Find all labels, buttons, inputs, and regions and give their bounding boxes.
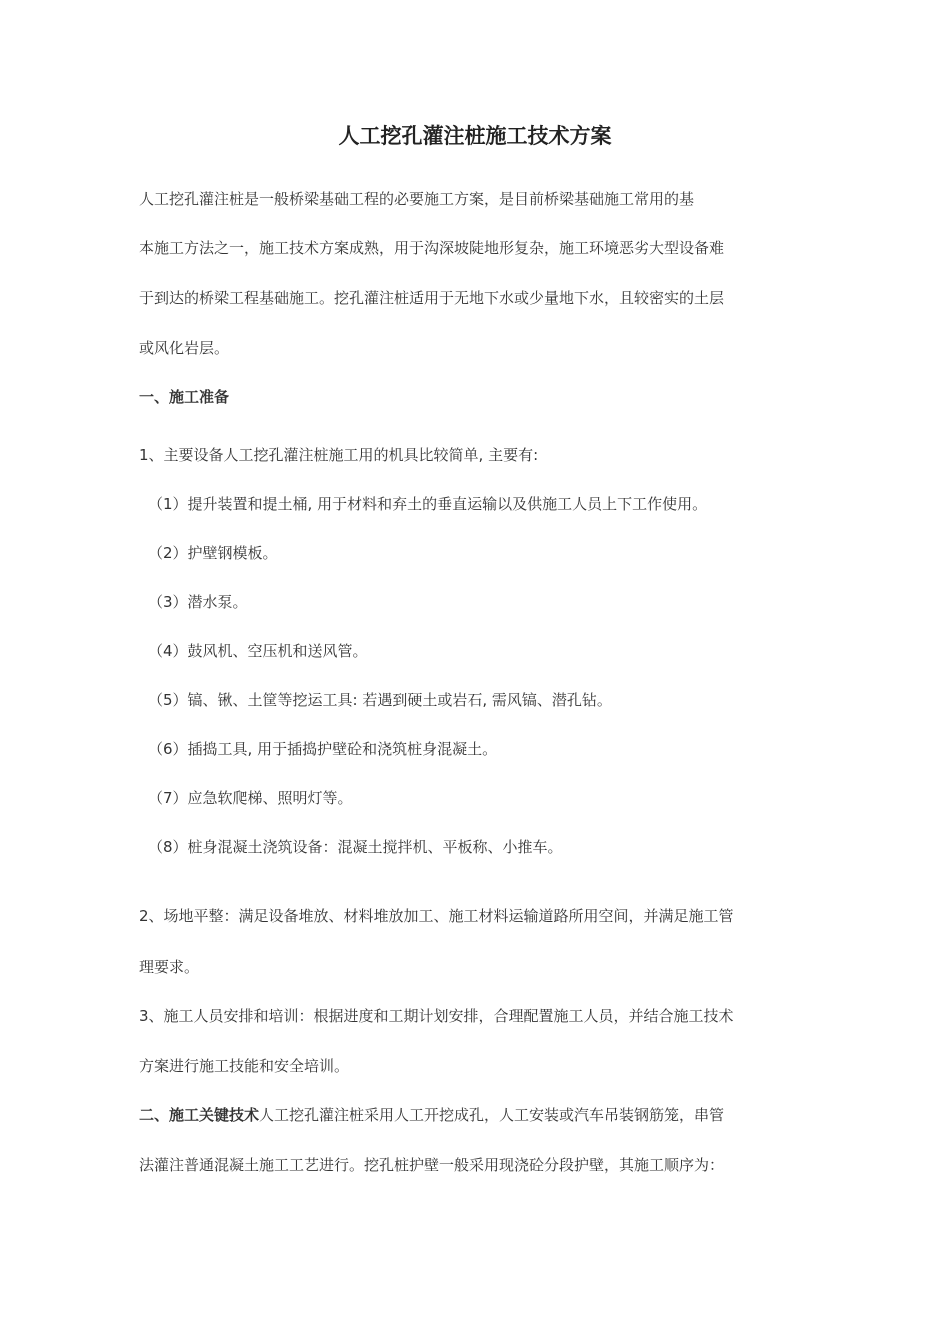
section-heading-preparation: 一、施工准备 bbox=[139, 388, 230, 406]
equipment-item-1: （1）提升装置和提土桶, 用于材料和弃土的垂直运输以及供施工人员上下工作使用。 bbox=[148, 495, 708, 513]
item-1-equipment: 1、主要设备人工挖孔灌注桩施工用的机具比较简单, 主要有: bbox=[139, 446, 539, 464]
intro-line-3: 于到达的桥梁工程基础施工。挖孔灌注桩适用于无地下水或少量地下水，且较密实的土层 bbox=[139, 289, 725, 307]
equipment-item-4: （4）鼓风机、空压机和送风管。 bbox=[148, 642, 368, 660]
equipment-item-3: （3）潜水泵。 bbox=[148, 593, 248, 611]
equipment-item-6: （6）插捣工具, 用于插捣护壁砼和浇筑桩身混凝土。 bbox=[148, 740, 498, 758]
section-2-text-1: 人工挖孔灌注桩采用人工开挖成孔，人工安装或汽车吊装钢筋笼，串管 bbox=[259, 1106, 725, 1124]
item-2-line-1: 2、场地平整：满足设备堆放、材料堆放加工、施工材料运输道路所用空间，并满足施工管 bbox=[139, 907, 734, 925]
section-2-line-2: 法灌注普通混凝土施工工艺进行。挖孔桩护壁一般采用现浇砼分段护壁，其施工顺序为： bbox=[139, 1156, 725, 1174]
item-2-line-2: 理要求。 bbox=[139, 958, 200, 976]
equipment-item-8: （8）桩身混凝土浇筑设备：混凝土搅拌机、平板称、小推车。 bbox=[148, 838, 563, 856]
equipment-item-7: （7）应急软爬梯、照明灯等。 bbox=[148, 789, 353, 807]
section-heading-key-technology: 二、施工关键技术 bbox=[139, 1106, 260, 1124]
item-3-line-2: 方案进行施工技能和安全培训。 bbox=[139, 1057, 350, 1075]
item-3-line-1: 3、施工人员安排和培训：根据进度和工期计划安排，合理配置施工人员，并结合施工技术 bbox=[139, 1007, 734, 1025]
document-title: 人工挖孔灌注桩施工技术方案 bbox=[338, 124, 612, 148]
equipment-item-2: （2）护壁钢模板。 bbox=[148, 544, 278, 562]
intro-line-1: 人工挖孔灌注桩是一般桥梁基础工程的必要施工方案，是目前桥梁基础施工常用的基 bbox=[139, 190, 695, 208]
equipment-item-5: （5）镐、锹、土筐等挖运工具: 若遇到硬土或岩石, 需风镐、潜孔钻。 bbox=[148, 691, 612, 709]
intro-line-4: 或风化岩层。 bbox=[139, 339, 230, 357]
section-2-line-1 bbox=[139, 1105, 724, 1125]
intro-line-2: 本施工方法之一，施工技术方案成熟，用于沟深坡陡地形复杂，施工环境恶劣大型设备难 bbox=[139, 239, 725, 257]
